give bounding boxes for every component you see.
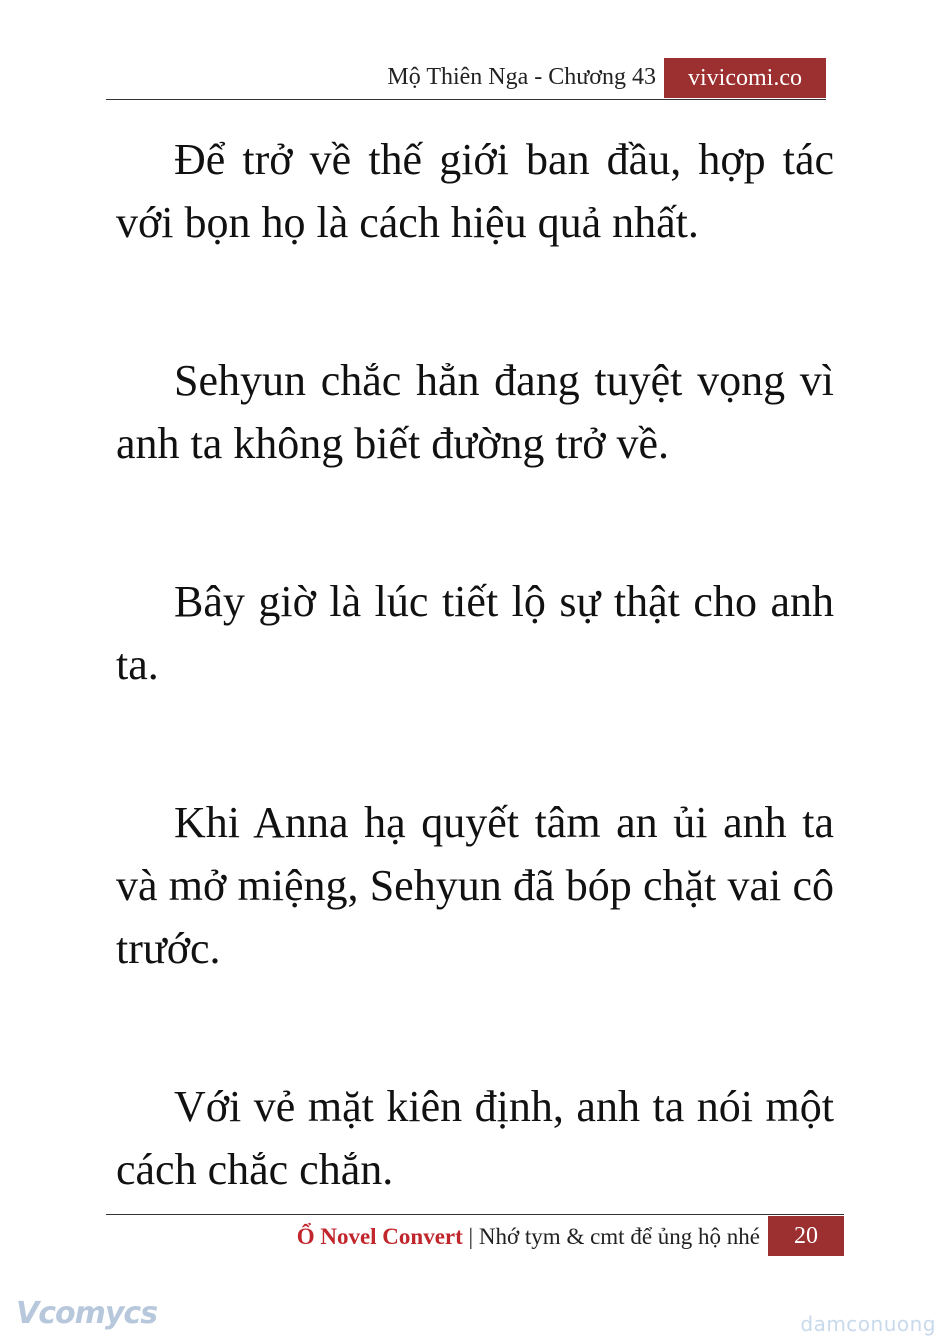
site-badge[interactable]: vivicomi.co — [664, 58, 826, 98]
page-number: 20 — [768, 1216, 844, 1256]
footer-separator: | — [468, 1224, 474, 1249]
paragraph-5: Với vẻ mặt kiên định, anh ta nói một cách chắc chắn. — [116, 1082, 834, 1194]
page-header — [106, 58, 826, 100]
paragraph-2: Sehyun chắc hẳn đang tuyệt vọng vì anh ta không biết đường trở về. — [116, 356, 834, 468]
page-footer — [106, 1214, 844, 1256]
paragraph-1: Để trở về thế giới ban đầu, hợp tác với bọn họ là cách hiệu quả nhất. — [116, 135, 834, 247]
watermark-logo-left: Vcomycs — [16, 1296, 158, 1331]
footer-credit — [297, 1224, 760, 1250]
footer-message: Nhớ tym & cmt để ủng hộ nhé — [478, 1224, 760, 1249]
footer-brand[interactable]: Ổ Novel Convert — [296, 1224, 463, 1249]
chapter-title: Mộ Thiên Nga - Chương 43 — [387, 64, 656, 90]
footer-divider — [106, 1214, 844, 1215]
watermark-text-right: damconuong — [800, 1312, 936, 1336]
paragraph-3: Bây giờ là lúc tiết lộ sự thật cho anh ta. — [116, 577, 834, 689]
story-content — [116, 128, 834, 1296]
paragraph-4: Khi Anna hạ quyết tâm an ủi anh ta và mở miệng, Sehyun đã bóp chặt vai cô trước. — [116, 798, 834, 973]
header-divider — [106, 99, 826, 100]
